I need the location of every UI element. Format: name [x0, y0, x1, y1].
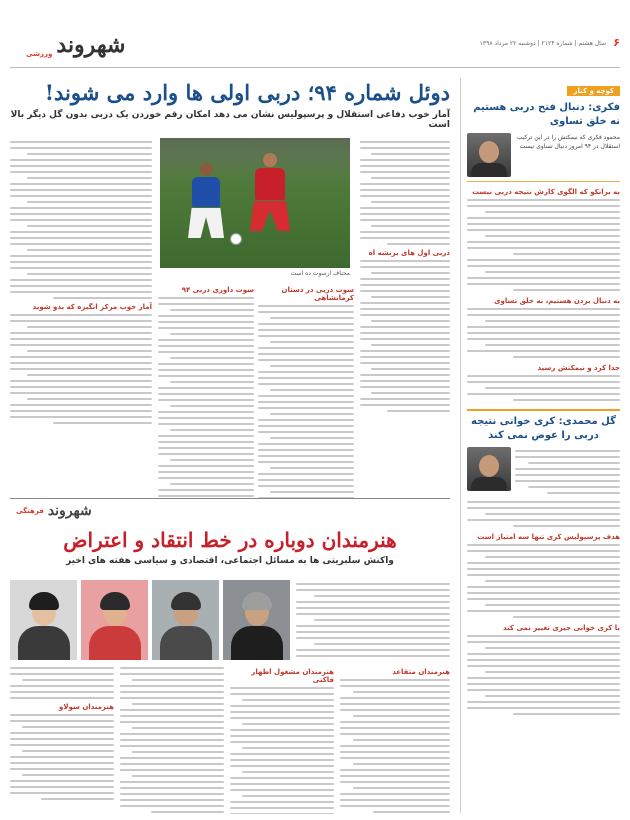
issue-info: سال هشتم | شماره ۲۱۲۴ | دوشنبه ۲۲ مرداد ۱۳۹۸ — [479, 40, 606, 47]
sidebar-story-1 — [467, 133, 620, 177]
logo-section: ورزشی — [26, 50, 53, 58]
column-subhead: هنرمندان متقاعد — [392, 668, 450, 676]
sidebar-lead-1: محمود فکری که نیمکتش را در این ترکیب استقلال در ۹۴ امروز دنبال تساوی نیست — [516, 134, 620, 150]
body-text — [467, 308, 620, 358]
culture-column-4 — [10, 664, 114, 814]
culture-subtitle: واکنش سلبریتی ها به مسائل اجتماعی، اقتصادی و سیاسی هفته های اخیر — [66, 556, 394, 566]
sidebar-subhead-2: به دنبال بردن هستیم، نه خلق تساوی — [494, 297, 620, 305]
culture-tag: فرهنگی — [16, 507, 44, 515]
sidebar-column — [460, 78, 620, 813]
page-number: ۶ — [613, 36, 620, 49]
column-subhead: سوت داوری دربی ۹۴ — [181, 286, 254, 294]
sidebar-subhead-1: به برانکو که الگوی کارش نتیجه دربی نیست — [472, 188, 620, 196]
sidebar-headline-1: فکری: دنبال فتح دربی هستیم نه خلق تساوی — [473, 102, 620, 127]
body-text — [467, 501, 620, 527]
culture-column-1 — [340, 664, 450, 814]
column-1 — [360, 138, 450, 498]
column-subhead: آمار خوب مرکز انگیزه که بدو شوید — [32, 303, 152, 311]
sidebar-subhead-4: هدف پرسپولیس کری تنها سه امتیاز است — [477, 533, 620, 541]
body-text — [467, 375, 620, 401]
logo-text: شهروند — [56, 32, 126, 58]
column-2 — [258, 282, 354, 498]
culture-section-bar — [10, 498, 450, 518]
culture-logo-text: شهروند — [47, 503, 92, 519]
sidebar-subhead-3: جدا کرد و نیمکتش رسید — [537, 364, 620, 372]
culture-logo — [16, 503, 92, 519]
sidebar-subhead-5: با کری خوانی جیری تغییر نمی کند — [503, 624, 620, 632]
culture-headline: هنرمندان دوباره در خط انتقاد و اعتراض — [63, 528, 397, 552]
body-text — [467, 199, 620, 291]
culture-column-3 — [120, 664, 224, 814]
portrait-photo — [10, 580, 77, 660]
body-text — [515, 450, 620, 498]
portrait-photo — [152, 580, 219, 660]
photo-caption: محناف ارسوت ده است — [290, 270, 350, 277]
portrait-photo — [223, 580, 290, 660]
column-subhead: دربی اول های برنشه اه — [368, 249, 450, 257]
culture-intro — [296, 580, 450, 660]
coach-photo — [467, 133, 511, 177]
main-story — [10, 78, 450, 498]
coach-photo-2 — [467, 447, 511, 491]
football — [230, 233, 242, 245]
main-headline: دوئل شماره ۹۴؛ دربی اولی ها وارد می شوند! — [44, 80, 450, 105]
body-text — [467, 635, 620, 715]
main-subtitle: آمار خوب دفاعی استقلال و پرسپولیس نشان می دهد امکان رقم خوردن یک دربی بدون گل دیگر بالا است — [10, 110, 450, 130]
portrait-photo — [81, 580, 148, 660]
player-red — [250, 153, 290, 233]
masthead — [10, 8, 620, 68]
sport-logo — [26, 32, 125, 58]
column-subhead: سوت دربی در دستان کرمانشاهی — [281, 286, 354, 302]
column-subhead: هنرمندان سولاو — [59, 703, 114, 711]
section-label: کوچه و کنار — [567, 86, 620, 96]
celebrity-photos — [10, 580, 290, 660]
column-4 — [10, 138, 152, 498]
culture-column-2 — [230, 664, 334, 814]
sidebar-story-2 — [467, 409, 620, 715]
body-text — [467, 544, 620, 618]
sidebar-headline-2: گل محمدی: کری خوانی نتیجه دربی را عوض نمی کند — [471, 416, 616, 441]
match-photo — [160, 138, 350, 268]
column-3 — [158, 282, 254, 498]
player-blue — [188, 163, 224, 243]
column-subhead: هنرمندان مشغول اظهار فاکتی — [251, 668, 334, 684]
